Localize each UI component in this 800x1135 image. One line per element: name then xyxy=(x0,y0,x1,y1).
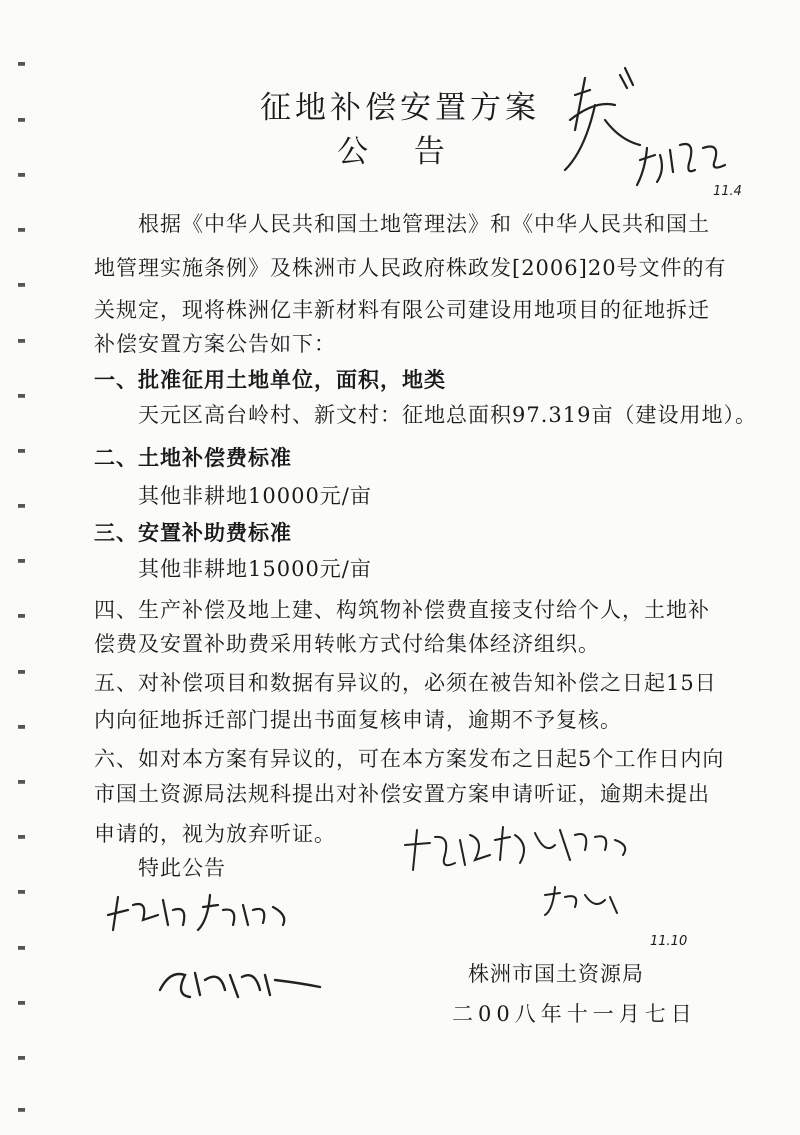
handwritten-signature-left-1 xyxy=(98,885,318,935)
intro-line-1: 根据《中华人民共和国土地管理法》和《中华人民共和国土 xyxy=(138,212,710,236)
section-2-heading: 二、土地补偿费标准 xyxy=(94,445,292,470)
handwritten-signature-right xyxy=(395,815,655,925)
section-1-heading: 一、批准征用土地单位，面积，地类 xyxy=(94,367,446,392)
page-title: 征地补偿安置方案 xyxy=(260,90,540,126)
page-subtitle: 公 告 xyxy=(337,134,463,170)
issuer-name: 株洲市国土资源局 xyxy=(468,962,644,986)
item-5-line-2: 内向征地拆迁部门提出书面复核申请，逾期不予复核。 xyxy=(94,708,622,732)
handwritten-date-bottom: 11.10 xyxy=(650,934,688,949)
item-6-line-1: 六、如对本方案有异议的，可在本方案发布之日起5个工作日内向 xyxy=(94,747,725,771)
item-6-line-3: 申请的，视为放弃听证。 xyxy=(94,822,336,846)
section-1-body: 天元区高台岭村、新文村：征地总面积97.319亩（建设用地）。 xyxy=(138,403,757,427)
section-3-heading: 三、安置补助费标准 xyxy=(94,520,292,545)
handwritten-approval-signature xyxy=(545,60,765,200)
handwritten-date-top: 11.4 xyxy=(713,184,742,199)
intro-line-2: 地管理实施条例》及株洲市人民政府株政发[2006]20号文件的有 xyxy=(94,256,727,280)
item-4-line-2: 偿费及安置补助费采用转帐方式付给集体经济组织。 xyxy=(94,632,600,656)
item-4-line-1: 四、生产补偿及地上建、构筑物补偿费直接支付给个人，土地补 xyxy=(94,598,710,622)
intro-line-3: 关规定，现将株洲亿丰新材料有限公司建设用地项目的征地拆迁 xyxy=(94,298,710,322)
section-2-body: 其他非耕地10000元/亩 xyxy=(138,484,372,508)
intro-line-4: 补偿安置方案公告如下： xyxy=(94,332,336,356)
issue-date: 二00八年十一月七日 xyxy=(452,1002,697,1026)
handwritten-signature-left-2 xyxy=(150,955,330,1005)
section-3-body: 其他非耕地15000元/亩 xyxy=(138,557,372,581)
closing-text: 特此公告 xyxy=(138,856,226,880)
item-6-line-2: 市国土资源局法规科提出对补偿安置方案申请听证，逾期未提出 xyxy=(94,782,710,806)
item-5-line-1: 五、对补偿项目和数据有异议的，必须在被告知补偿之日起15日 xyxy=(94,671,717,695)
